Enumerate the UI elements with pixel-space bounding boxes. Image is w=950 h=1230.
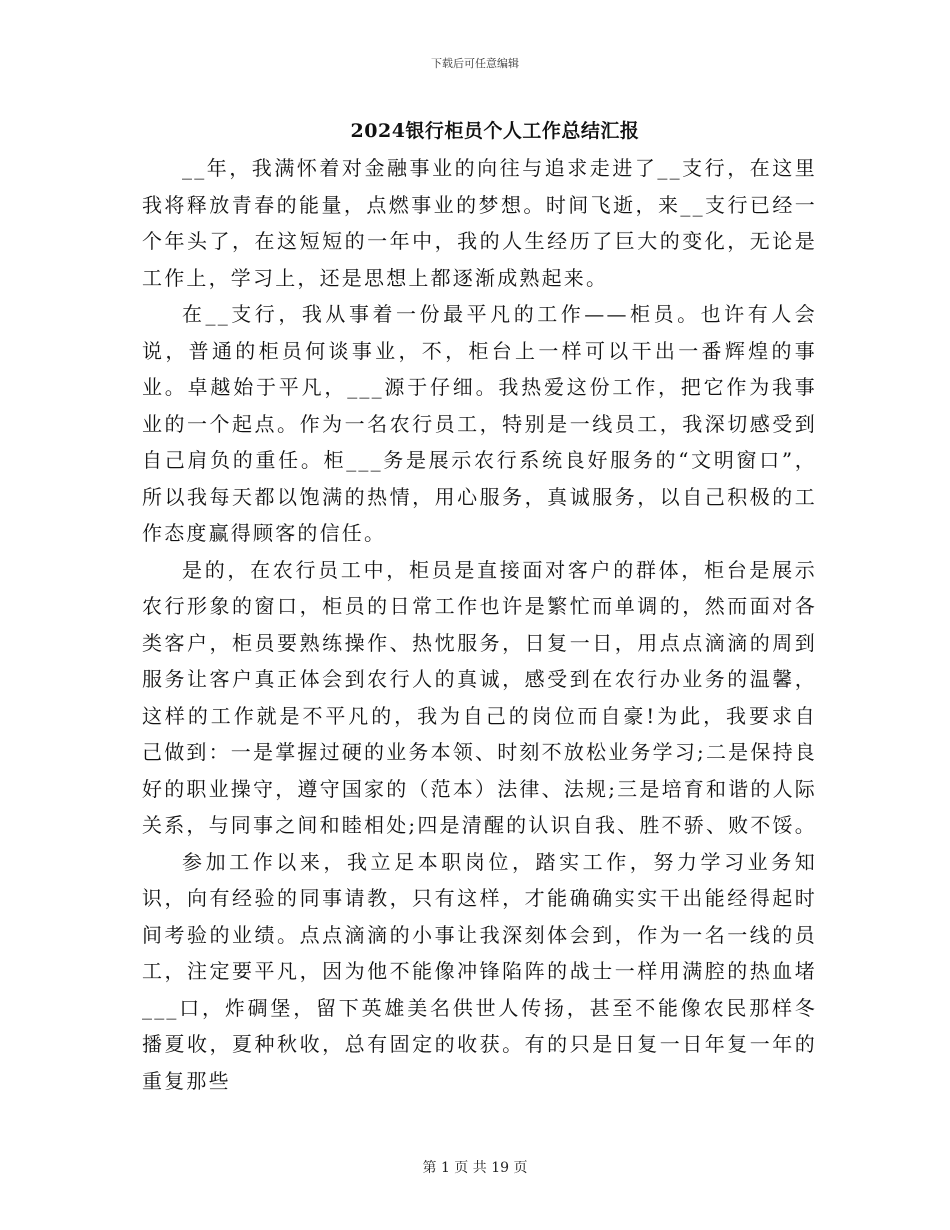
paragraph-3: 是的，在农行员工中，柜员是直接面对客户的群体，柜台是展示农行形象的窗口，柜员的日常工作也许是繁忙而单调的，然而面对各类客户，柜员要熟练操作、热忱服务，日复一日，用点点滴滴的周到服务让客户真正体会到农行人的真诚，感受到在农行办业务的温馨，这样的工作就是不平凡的，我为自己的岗位而自豪!为此，我要求自己做到：一是掌握过硬的业务本领、时刻不放松业务学习;二是保持良好的职业操守，遵守国家的（范本）法律、法规;三是培育和谐的人际关系，与同事之间和睦相处;四是清醒的认识自我、胜不骄、败不馁。 (142, 557, 817, 837)
document-body (142, 150, 817, 1099)
header-note: 下载后可任意编辑 (431, 57, 519, 70)
document-title: 2024银行柜员个人工作总结汇报 (350, 120, 640, 142)
paragraph-1: __年，我满怀着对金融事业的向往与追求走进了__支行，在这里我将释放青春的能量，点燃事业的梦想。时间飞逝，来__支行已经一个年头了，在这短短的一年中，我的人生经历了巨大的变化，无论是工作上，学习上，还是思想上都逐渐成熟起来。 (142, 156, 817, 290)
paragraph-4: 参加工作以来，我立足本职岗位，踏实工作，努力学习业务知识，向有经验的同事请教，只有这样，才能确确实实干出能经得起时间考验的业绩。点点滴滴的小事让我深刻体会到，作为一名一线的员工，注定要平凡，因为他不能像冲锋陷阵的战士一样用满腔的热血堵___口，炸碉堡，留下英雄美名供世人传扬，甚至不能像农民那样冬播夏收，夏种秋收，总有固定的收获。有的只是日复一日年复一年的重复那些 (142, 849, 817, 1093)
paragraph-2: 在__支行，我从事着一份最平凡的工作——柜员。也许有人会说，普通的柜员何谈事业，不，柜台上一样可以干出一番辉煌的事业。卓越始于平凡，___源于仔细。我热爱这份工作，把它作为我事业的一个起点。作为一名农行员工，特别是一线员工，我深切感受到自己肩负的重任。柜___务是展示农行系统良好服务的“文明窗口”，所以我每天都以饱满的热情，用心服务，真诚服务，以自己积极的工作态度赢得顾客的信任。 (142, 302, 817, 545)
page-footer: 第 1 页 共 19 页 (422, 1160, 528, 1176)
